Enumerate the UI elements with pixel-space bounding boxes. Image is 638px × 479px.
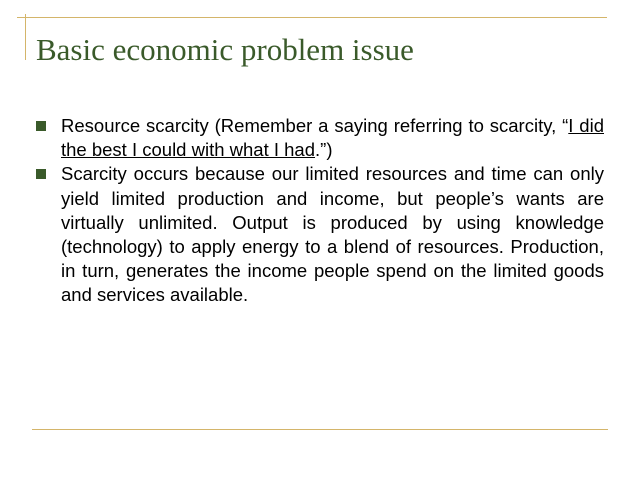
slide-content xyxy=(36,114,604,308)
bullet-item-resource-scarcity xyxy=(36,114,604,162)
bullet-item-scarcity-explanation xyxy=(36,162,604,307)
top-left-vertical-rule xyxy=(25,14,26,60)
quote-link[interactable]: I did the best I could with what I had xyxy=(61,115,604,161)
square-bullet-icon xyxy=(36,169,46,179)
top-horizontal-rule xyxy=(17,17,607,18)
bottom-horizontal-rule xyxy=(32,429,608,430)
bullet-text-start: Resource scarcity (Remember a saying referring to scarcity, “ xyxy=(61,115,569,136)
bullet-text: Scarcity occurs because our limited resources and time can only yield limited production and income, but people’s wants are virtually unlimited. Output is produced by using knowledge (technology) to apply energy to a blend of resources. Production, in turn, generates the income people spend on the limited goods and services available. xyxy=(61,163,604,306)
square-bullet-icon xyxy=(36,121,46,131)
bullet-text-end: .”) xyxy=(315,139,333,161)
slide-title: Basic economic problem issue xyxy=(36,32,414,67)
